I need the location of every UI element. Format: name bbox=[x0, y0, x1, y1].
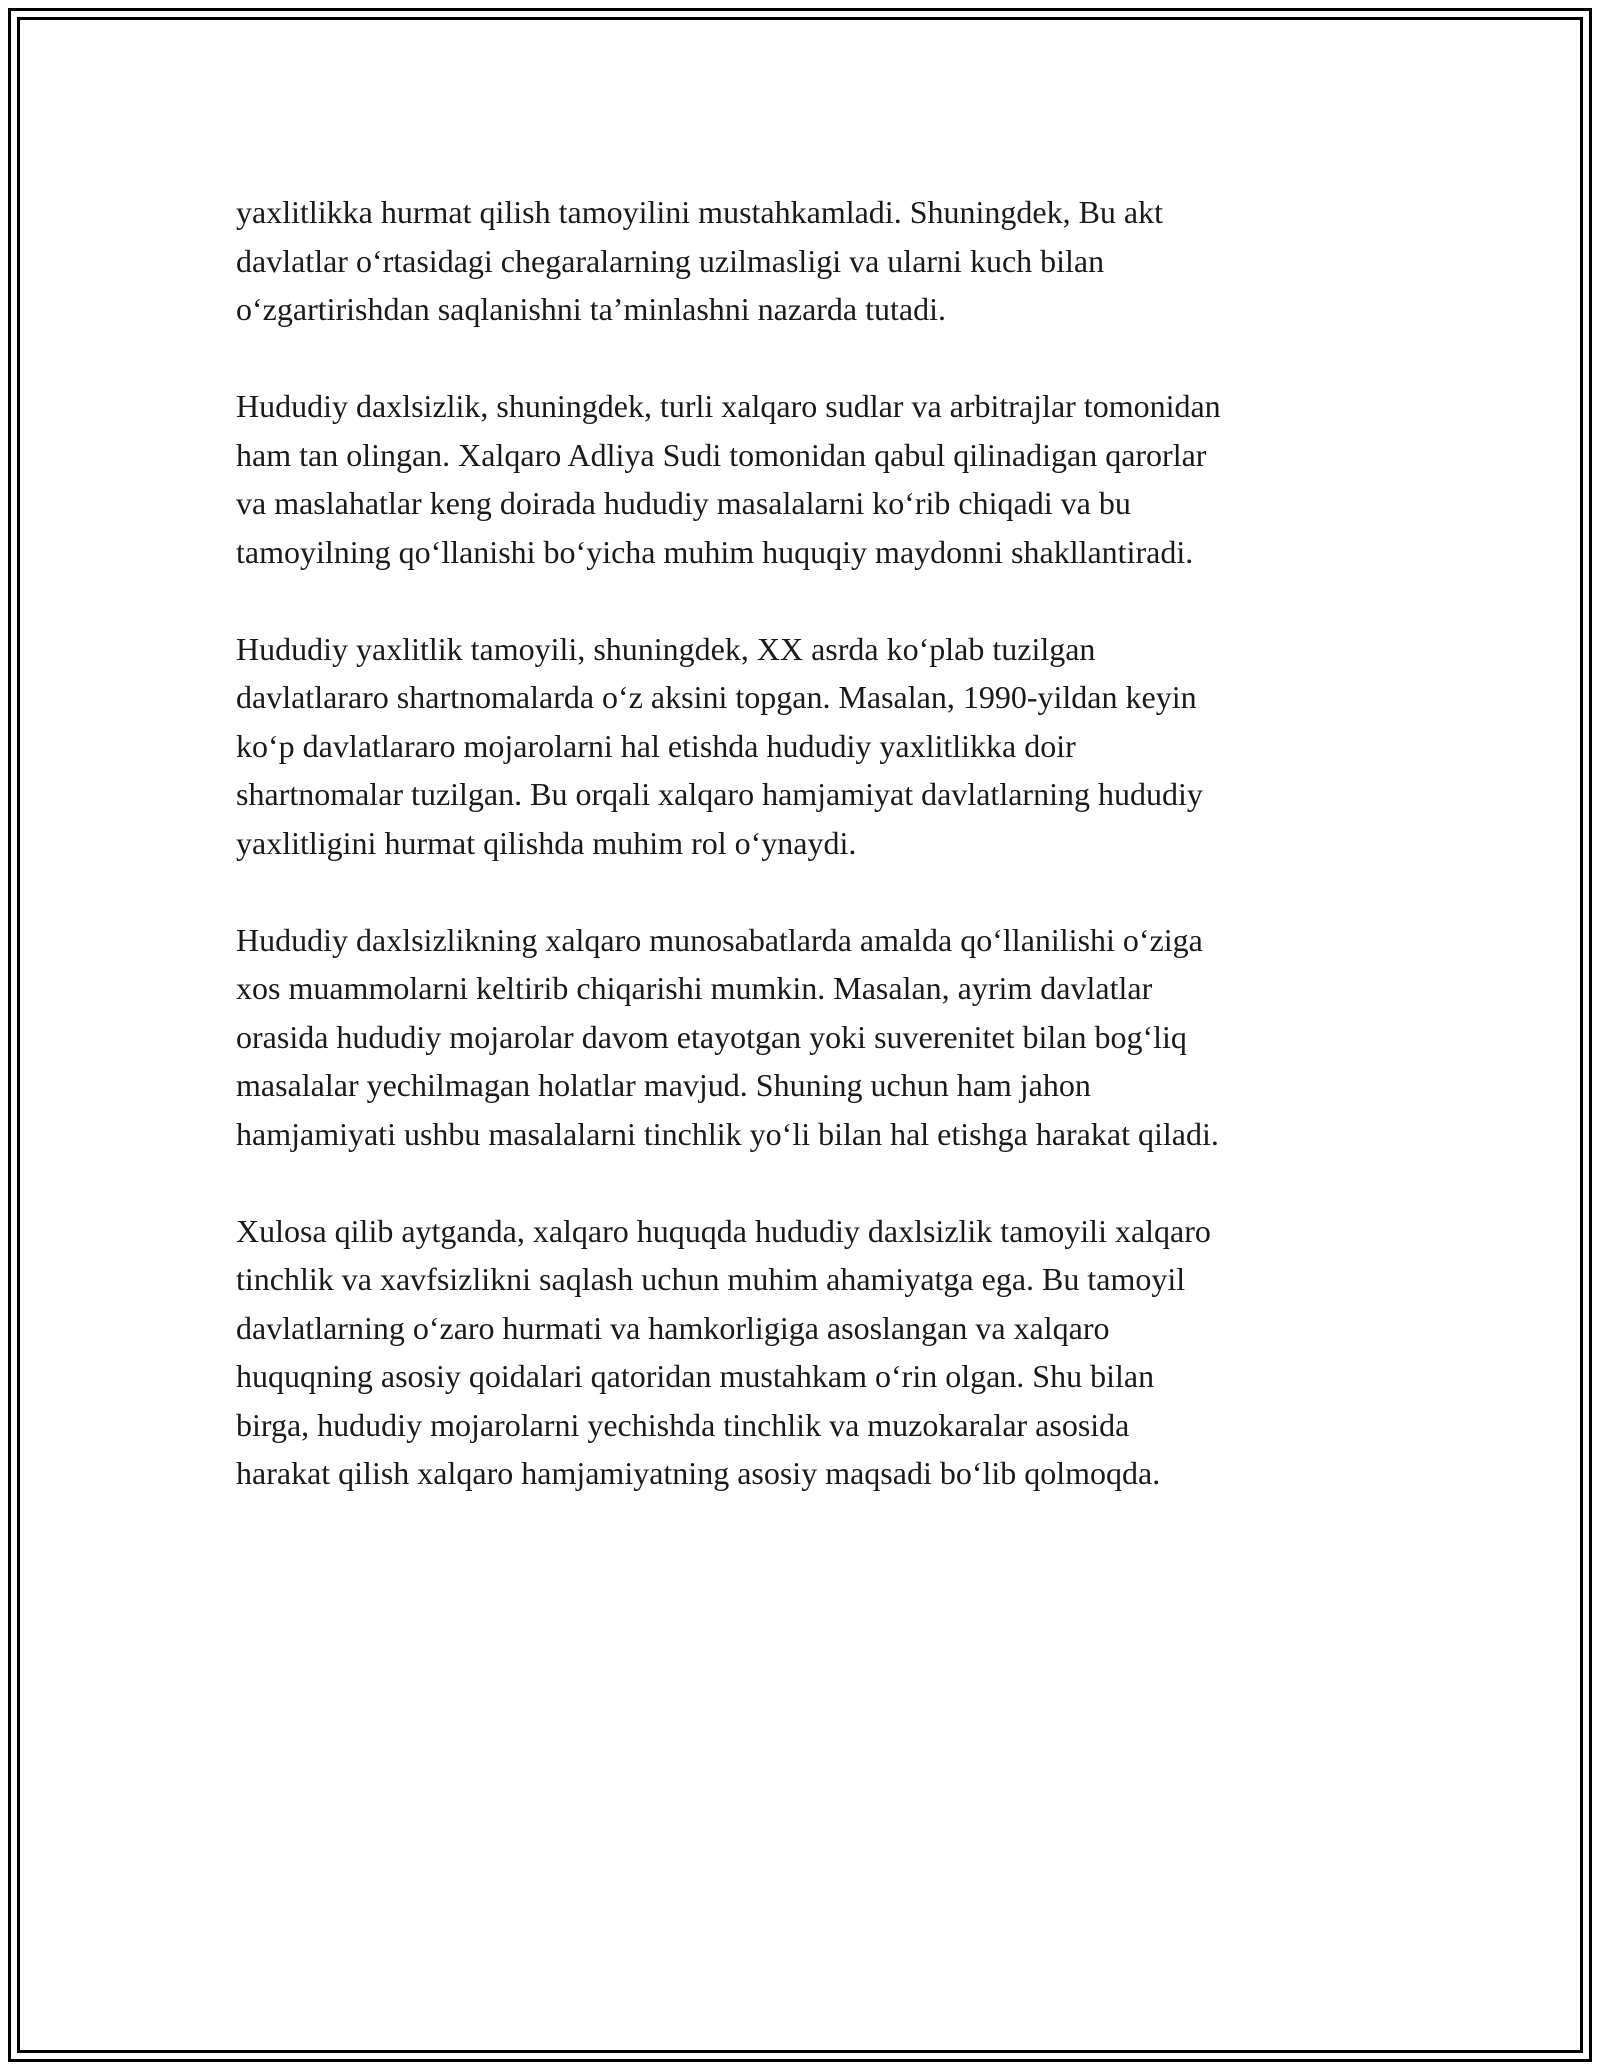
paragraph-line: shartnomalar tuzilgan. Bu orqali xalqaro hamjamiyat davlatlarning hududiy bbox=[236, 776, 1203, 812]
paragraph-1 bbox=[236, 188, 1376, 334]
paragraph-line: orasida hududiy mojarolar davom etayotgan yoki suverenitet bilan bog‘liq bbox=[236, 1018, 1187, 1055]
paragraph-line: ham tan olingan. Xalqaro Adliya Sudi tomonidan qabul qilinadigan qarorlar bbox=[236, 436, 1207, 473]
paragraph-line: masalalar yechilmagan holatlar mavjud. Shuning uchun ham jahon bbox=[236, 1067, 1091, 1103]
paragraph-line: yaxlitligini hurmat qilishda muhim rol o‘ynaydi. bbox=[236, 824, 857, 861]
paragraph-4 bbox=[236, 916, 1376, 1159]
paragraph-line: xos muammolarni keltirib chiqarishi mumkin. Masalan, ayrim davlatlar bbox=[236, 970, 1153, 1006]
paragraph-line: davlatlar o‘rtasidagi chegaralarning uzilmasligi va ularni kuch bilan bbox=[236, 242, 1105, 279]
paragraph-line: va maslahatlar keng doirada hududiy masalalarni ko‘rib chiqadi va bu bbox=[236, 485, 1131, 521]
paragraph-line: ko‘p davlatlararo mojarolarni hal etishda hududiy yaxlitlikka doir bbox=[236, 727, 1076, 764]
paragraph-line: Xulosa qilib aytganda, xalqaro huquqda hududiy daxlsizlik tamoyili xalqaro bbox=[236, 1212, 1211, 1249]
paragraph-line: yaxlitlikka hurmat qilish tamoyilini mustahkamladi. Shuningdek, Bu akt bbox=[236, 194, 1164, 230]
paragraph-line: harakat qilish xalqaro hamjamiyatning asosiy maqsadi bo‘lib qolmoqda. bbox=[236, 1455, 1161, 1491]
document-body bbox=[236, 188, 1376, 1546]
paragraph-line: birga, hududiy mojarolarni yechishda tinchlik va muzokaralar asosida bbox=[236, 1406, 1130, 1443]
paragraph-line: tamoyilning qo‘llanishi bo‘yicha muhim huquqiy maydonni shakllantiradi. bbox=[236, 533, 1194, 570]
paragraph-line: o‘zgartirishdan saqlanishni ta’minlashni nazarda tutadi. bbox=[236, 291, 946, 327]
paragraph-5 bbox=[236, 1207, 1376, 1498]
paragraph-line: tinchlik va xavfsizlikni saqlash uchun muhim ahamiyatga ega. Bu tamoyil bbox=[236, 1261, 1186, 1297]
paragraph-line: davlatlarning o‘zaro hurmati va hamkorligiga asoslangan va xalqaro bbox=[236, 1309, 1110, 1346]
paragraph-3 bbox=[236, 625, 1376, 868]
paragraph-line: huquqning asosiy qoidalari qatoridan mustahkam o‘rin olgan. Shu bilan bbox=[236, 1358, 1155, 1394]
paragraph-line: davlatlararo shartnomalarda o‘z aksini topgan. Masalan, 1990-yildan keyin bbox=[236, 679, 1197, 715]
paragraph-2 bbox=[236, 382, 1376, 576]
paragraph-line: Hududiy daxlsizlikning xalqaro munosabatlarda amalda qo‘llanilishi o‘ziga bbox=[236, 921, 1203, 958]
paragraph-line: Hududiy daxlsizlik, shuningdek, turli xalqaro sudlar va arbitrajlar tomonidan bbox=[236, 388, 1221, 424]
paragraph-line: hamjamiyati ushbu masalalarni tinchlik yo‘li bilan hal etishga harakat qiladi. bbox=[236, 1115, 1219, 1152]
paragraph-line: Hududiy yaxlitlik tamoyili, shuningdek, XX asrda ko‘plab tuzilgan bbox=[236, 630, 1096, 667]
